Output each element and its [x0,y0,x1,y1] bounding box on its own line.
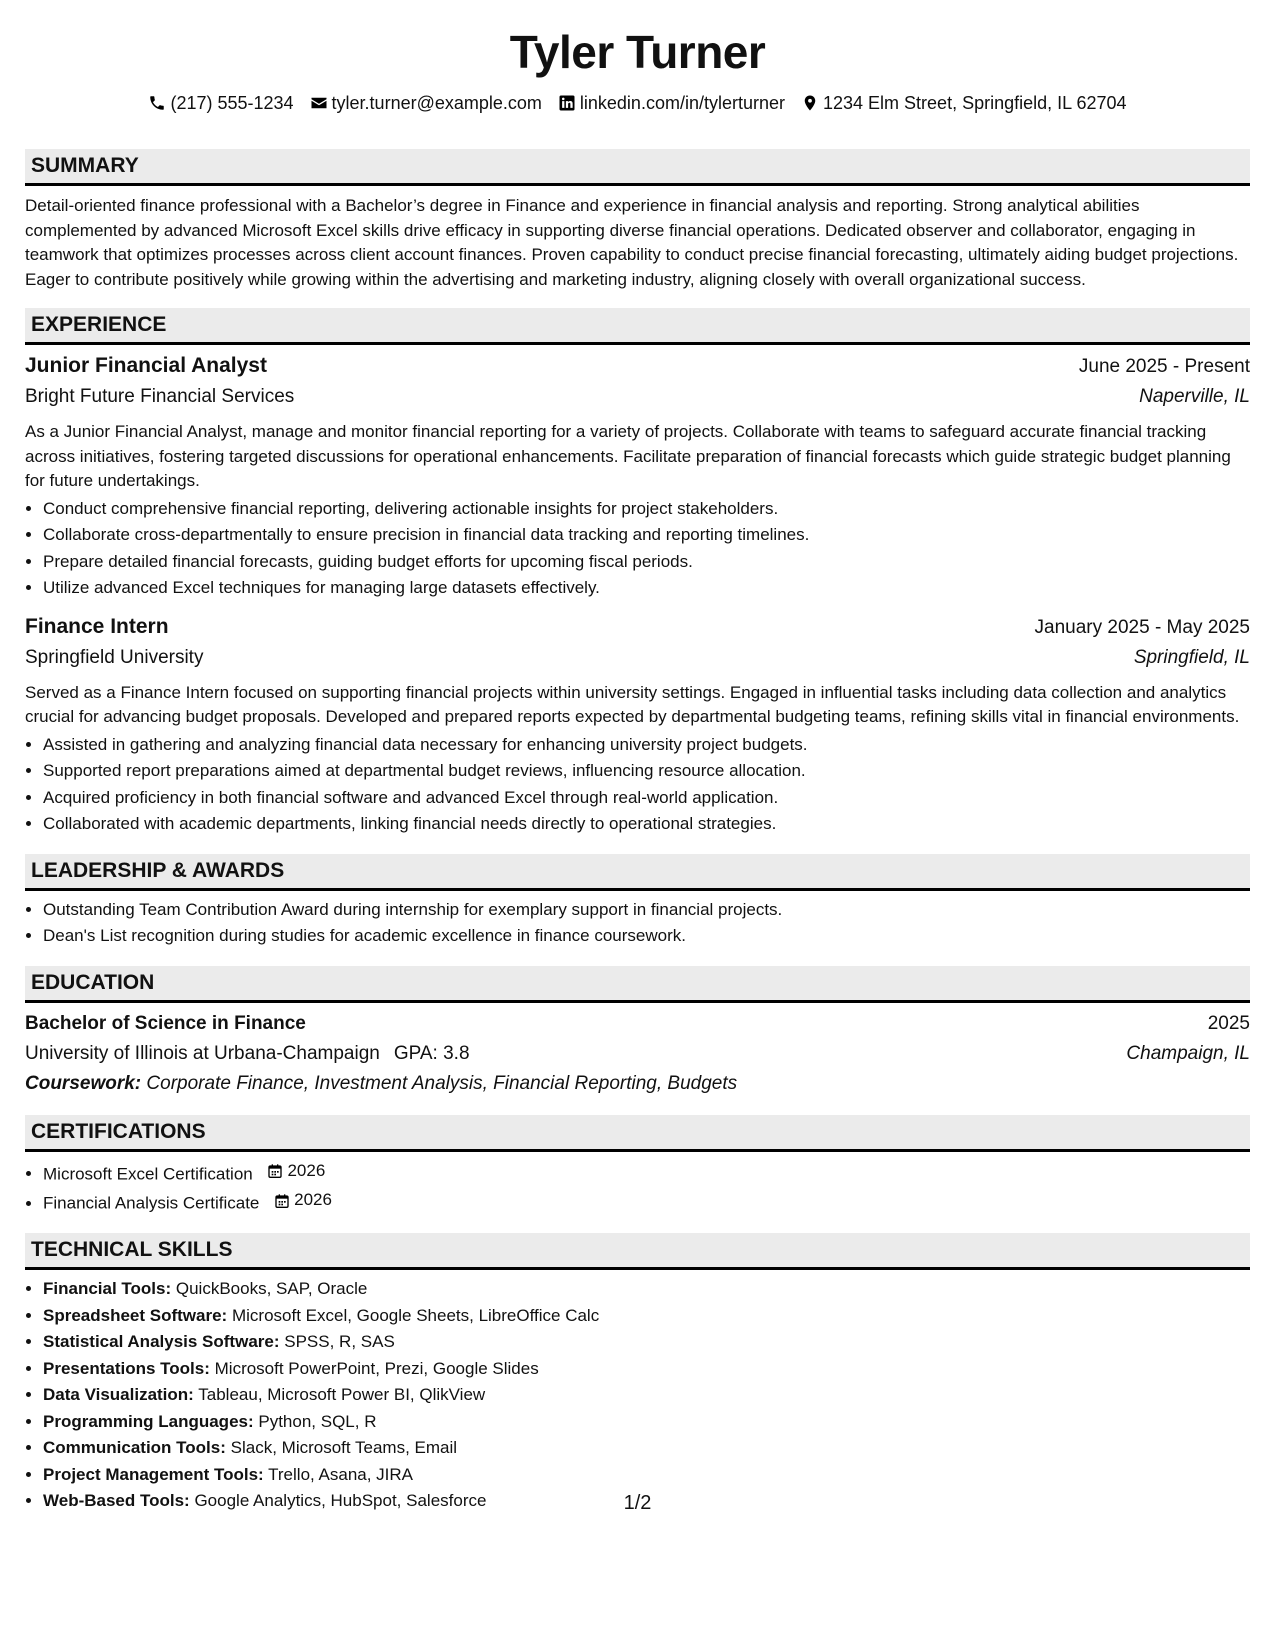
envelope-icon [310,94,328,112]
certification-year: 2026 [287,1160,326,1180]
skill-label: Spreadsheet Software: [43,1305,228,1325]
list-item [43,1187,1250,1217]
resume-page [25,0,1250,1515]
contact-linkedin[interactable] [558,92,785,114]
calendar-icon [274,1193,290,1209]
contact-address [801,92,1127,114]
certification-name: Microsoft Excel Certification [43,1163,253,1183]
skill-label: Web-Based Tools: [43,1491,190,1510]
job-location: Naperville, IL [1139,386,1250,407]
list-item [43,1356,1250,1383]
coursework-label: Coursework: [25,1072,142,1094]
skill-value: Trello, Asana, JIRA [268,1464,414,1484]
job-entry [25,612,1250,838]
list-item: • Prepare detailed financial forecasts, guiding budget efforts for upcoming fiscal periods. [43,549,1250,576]
certification-date [267,1158,325,1185]
email-link[interactable]: tyler.turner@example.com [331,93,542,113]
gpa: GPA: 3.8 [393,1042,470,1064]
degree-title: Bachelor of Science in Finance [25,1012,306,1034]
list-item: • Utilize advanced Excel techniques for managing large datasets effectively. [43,575,1250,602]
list-item: • Collaborate cross-departmentally to ensure precision in financial data tracking and reporting timelines. [43,522,1250,549]
list-item [43,1382,1250,1409]
contact-phone [148,92,293,114]
skill-label: Statistical Analysis Software: [43,1332,280,1351]
page-number: 1/2 [623,1492,652,1514]
list-item: • Dean's List recognition during studies for academic excellence in finance coursework. [43,923,1250,950]
list-item: • Assisted in gathering and analyzing financial data necessary for enhancing university project budgets. [43,732,1250,759]
skill-label: Presentations Tools: [43,1358,210,1378]
certifications-list [25,1158,1250,1218]
job-entry [25,351,1250,602]
skills-heading: TECHNICAL SKILLS [25,1233,1250,1270]
job-bullets [25,732,1250,838]
address-text: 1234 Elm Street, Springfield, IL 62704 [823,93,1127,113]
skill-value: Google Analytics, HubSpot, Salesforce [194,1491,487,1510]
list-item: • Conduct comprehensive financial reporting, delivering actionable insights for project stakeholders. [43,496,1250,523]
school-line [25,1039,470,1069]
skill-value: Slack, Microsoft Teams, Email [230,1438,458,1457]
list-item [43,1462,1250,1489]
experience-heading: EXPERIENCE [25,308,1250,345]
job-date: June 2025 - Present [1078,356,1250,377]
job-description: As a Junior Financial Analyst, manage and monitor financial reporting for a variety of projects. Collaborate with teams to safeguard accurate financial tracking across initiatives, fostering targeted discussions for operational enhancements. Facilitate preparation of financial forecasts which guide strategic budget planning for future undertakings. [25,422,1231,490]
certification-date [274,1187,332,1214]
phone-text: (217) 555-1234 [170,93,294,113]
contact-email[interactable] [310,92,542,114]
education-entry [25,1009,1250,1099]
skill-value: Tableau, Microsoft Power BI, QlikView [198,1385,486,1404]
list-item [43,1329,1250,1356]
coursework-line [25,1069,1250,1099]
skill-label: Project Management Tools: [43,1464,264,1484]
school-location: Champaign, IL [1126,1042,1250,1064]
job-org: Bright Future Financial Services [25,386,295,407]
graduation-year: 2025 [1207,1012,1250,1034]
certification-name: Financial Analysis Certificate [43,1193,260,1213]
job-title: Finance Intern [25,614,169,638]
certifications-heading: CERTIFICATIONS [25,1115,1250,1152]
skill-value: QuickBooks, SAP, Oracle [175,1279,368,1298]
skill-label: Programming Languages: [43,1411,254,1431]
list-item [43,1276,1250,1303]
school-name: University of Illinois at Urbana-Champaign [25,1042,380,1064]
linkedin-icon [558,94,576,112]
certification-year: 2026 [294,1190,332,1210]
phone-icon [148,94,166,112]
list-item [43,1158,1250,1188]
job-bullets [25,496,1250,602]
calendar-icon [267,1163,283,1179]
list-item: • Acquired proficiency in both financial software and advanced Excel through real-world application. [43,785,1250,812]
education-heading: EDUCATION [25,966,1250,1003]
list-item: • Supported report preparations aimed at departmental budget reviews, influencing resource allocation. [43,758,1250,785]
job-org: Springfield University [25,646,204,668]
skill-label: Data Visualization: [43,1385,194,1404]
contact-bar [25,92,1250,114]
job-title: Junior Financial Analyst [25,354,267,377]
job-date: January 2025 - May 2025 [1034,616,1250,638]
list-item [43,1409,1250,1436]
map-pin-icon [801,94,819,112]
list-item: • Outstanding Team Contribution Award during internship for exemplary support in financial projects. [43,897,1250,924]
summary-text: Detail-oriented finance professional with a Bachelor’s degree in Finance and experience in financial analysis and reporting. Strong analytical abilities complemented by advanced Microsoft Excel skills drive efficacy in supporting diverse financial operations. Dedicated observer and collaborator, engaging in teamwork that optimizes processes across client account finances. Proven capability to conduct precise financial forecasting, ultimately aiding budget projections. Eager to contribute positively while growing within the advertising and marketing industry, aligning closely with overall organizational success. [25,196,1239,289]
candidate-name: Tyler Turner [509,26,766,78]
skill-value: Microsoft PowerPoint, Prezi, Google Slides [214,1358,539,1378]
summary-heading: SUMMARY [25,149,1250,186]
skill-value: Microsoft Excel, Google Sheets, LibreOffice Calc [231,1305,600,1325]
skill-value: SPSS, R, SAS [284,1332,395,1351]
leadership-heading: LEADERSHIP & AWARDS [25,854,1250,891]
skill-value: Python, SQL, R [258,1411,377,1431]
list-item: • Collaborated with academic departments, linking financial needs directly to operational strategies. [43,811,1250,838]
list-item [43,1435,1250,1462]
coursework-list: Corporate Finance, Investment Analysis, Financial Reporting, Budgets [146,1072,738,1094]
list-item [43,1303,1250,1330]
linkedin-link[interactable]: linkedin.com/in/tylerturner [579,93,785,113]
leadership-list [25,897,1250,950]
job-location: Springfield, IL [1133,646,1250,668]
skill-label: Financial Tools: [43,1279,172,1298]
skills-list [25,1276,1250,1515]
skill-label: Communication Tools: [43,1438,226,1457]
job-description: Served as a Finance Intern focused on supporting financial projects within university settings. Engaged in influential tasks including data collection and analytics crucial for advancing budget proposals. Developed and prepared reports expected by departmental budgeting teams, refining skills vital in financial environments. [25,682,1240,726]
